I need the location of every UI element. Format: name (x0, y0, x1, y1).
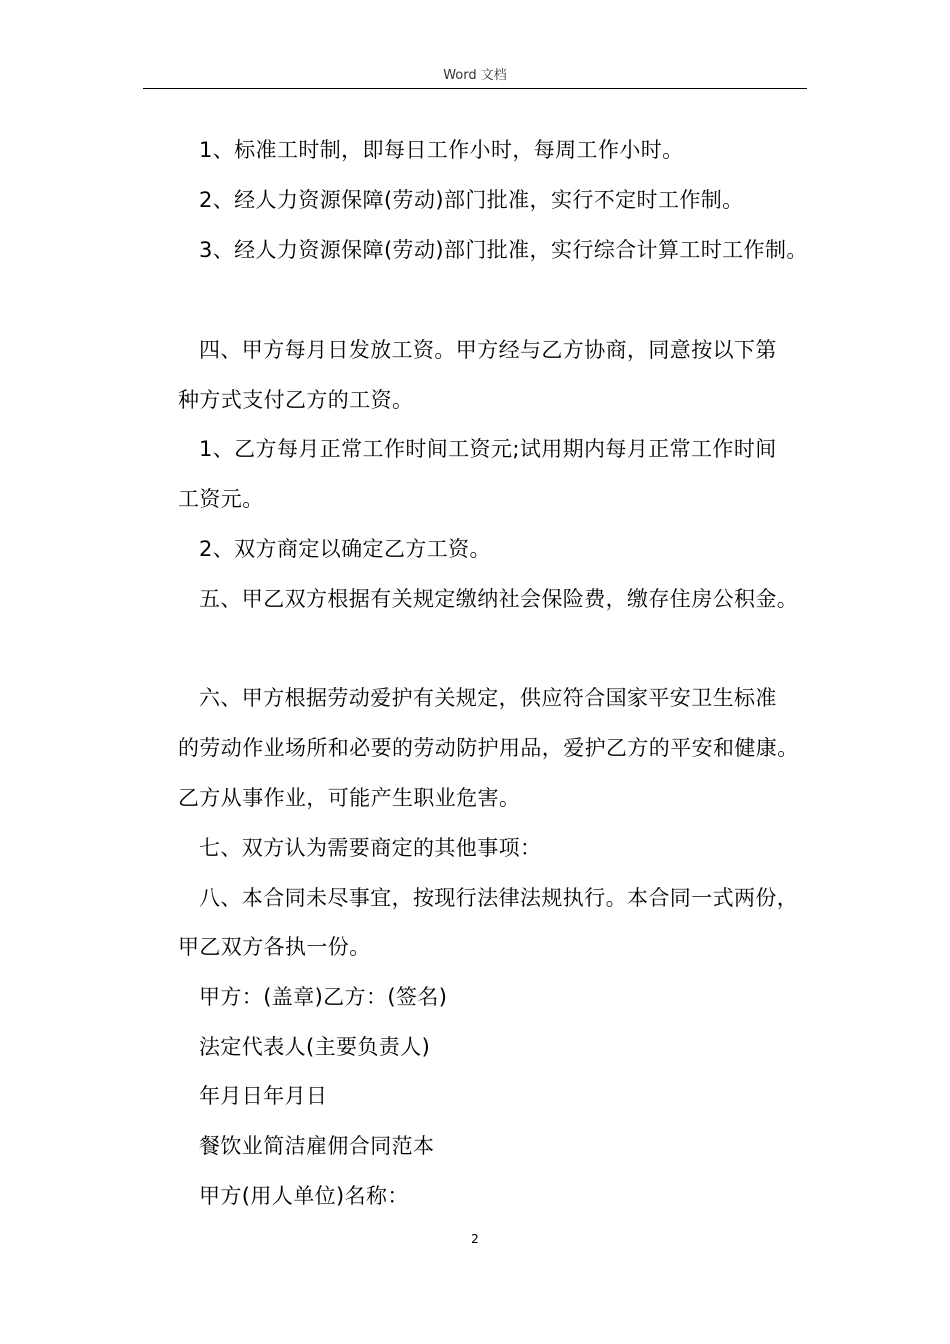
paragraph-line: 甲方：(盖章)乙方：(签名) (199, 985, 448, 1009)
paragraph-line: 六、甲方根据劳动爱护有关规定，供应符合国家平安卫生标准 (199, 686, 777, 710)
paragraph-line: 甲乙双方各执一份。 (178, 935, 371, 959)
paragraph-line: 2、双方商定以确定乙方工资。 (199, 537, 491, 561)
paragraph-line: 年月日年月日 (199, 1084, 328, 1108)
paragraph-line: 3、经人力资源保障(劳动)部门批准，实行综合计算工时工作制。 (199, 238, 808, 262)
paragraph-line: 七、双方认为需要商定的其他事项： (199, 836, 542, 860)
paragraph-line: 法定代表人(主要负责人) (199, 1035, 431, 1059)
paragraph-line: 种方式支付乙方的工资。 (178, 388, 414, 412)
paragraph-line: 餐饮业简洁雇佣合同范本 (199, 1134, 435, 1158)
paragraph-line: 工资元。 (178, 487, 264, 511)
paragraph-line: 乙方从事作业，可能产生职业危害。 (178, 786, 521, 810)
paragraph-line: 四、甲方每月日发放工资。甲方经与乙方协商，同意按以下第 (199, 338, 777, 362)
paragraph-line: 八、本合同未尽事宜，按现行法律法规执行。本合同一式两份， (199, 886, 799, 910)
paragraph-line: 2、经人力资源保障(劳动)部门批准，实行不定时工作制。 (199, 188, 744, 212)
page-header: Word 文档 (443, 68, 507, 83)
paragraph-line: 甲方(用人单位)名称： (199, 1184, 409, 1208)
paragraph-line: 五、甲乙双方根据有关规定缴纳社会保险费，缴存住房公积金。 (199, 587, 799, 611)
paragraph-line: 的劳动作业场所和必要的劳动防护用品，爱护乙方的平安和健康。 (178, 736, 799, 760)
header-divider (143, 88, 807, 89)
page-number: 2 (471, 1232, 479, 1246)
paragraph-line: 1、标准工时制，即每日工作小时，每周工作小时。 (199, 138, 684, 162)
paragraph-line: 1、乙方每月正常工作时间工资元;试用期内每月正常工作时间 (199, 437, 777, 461)
